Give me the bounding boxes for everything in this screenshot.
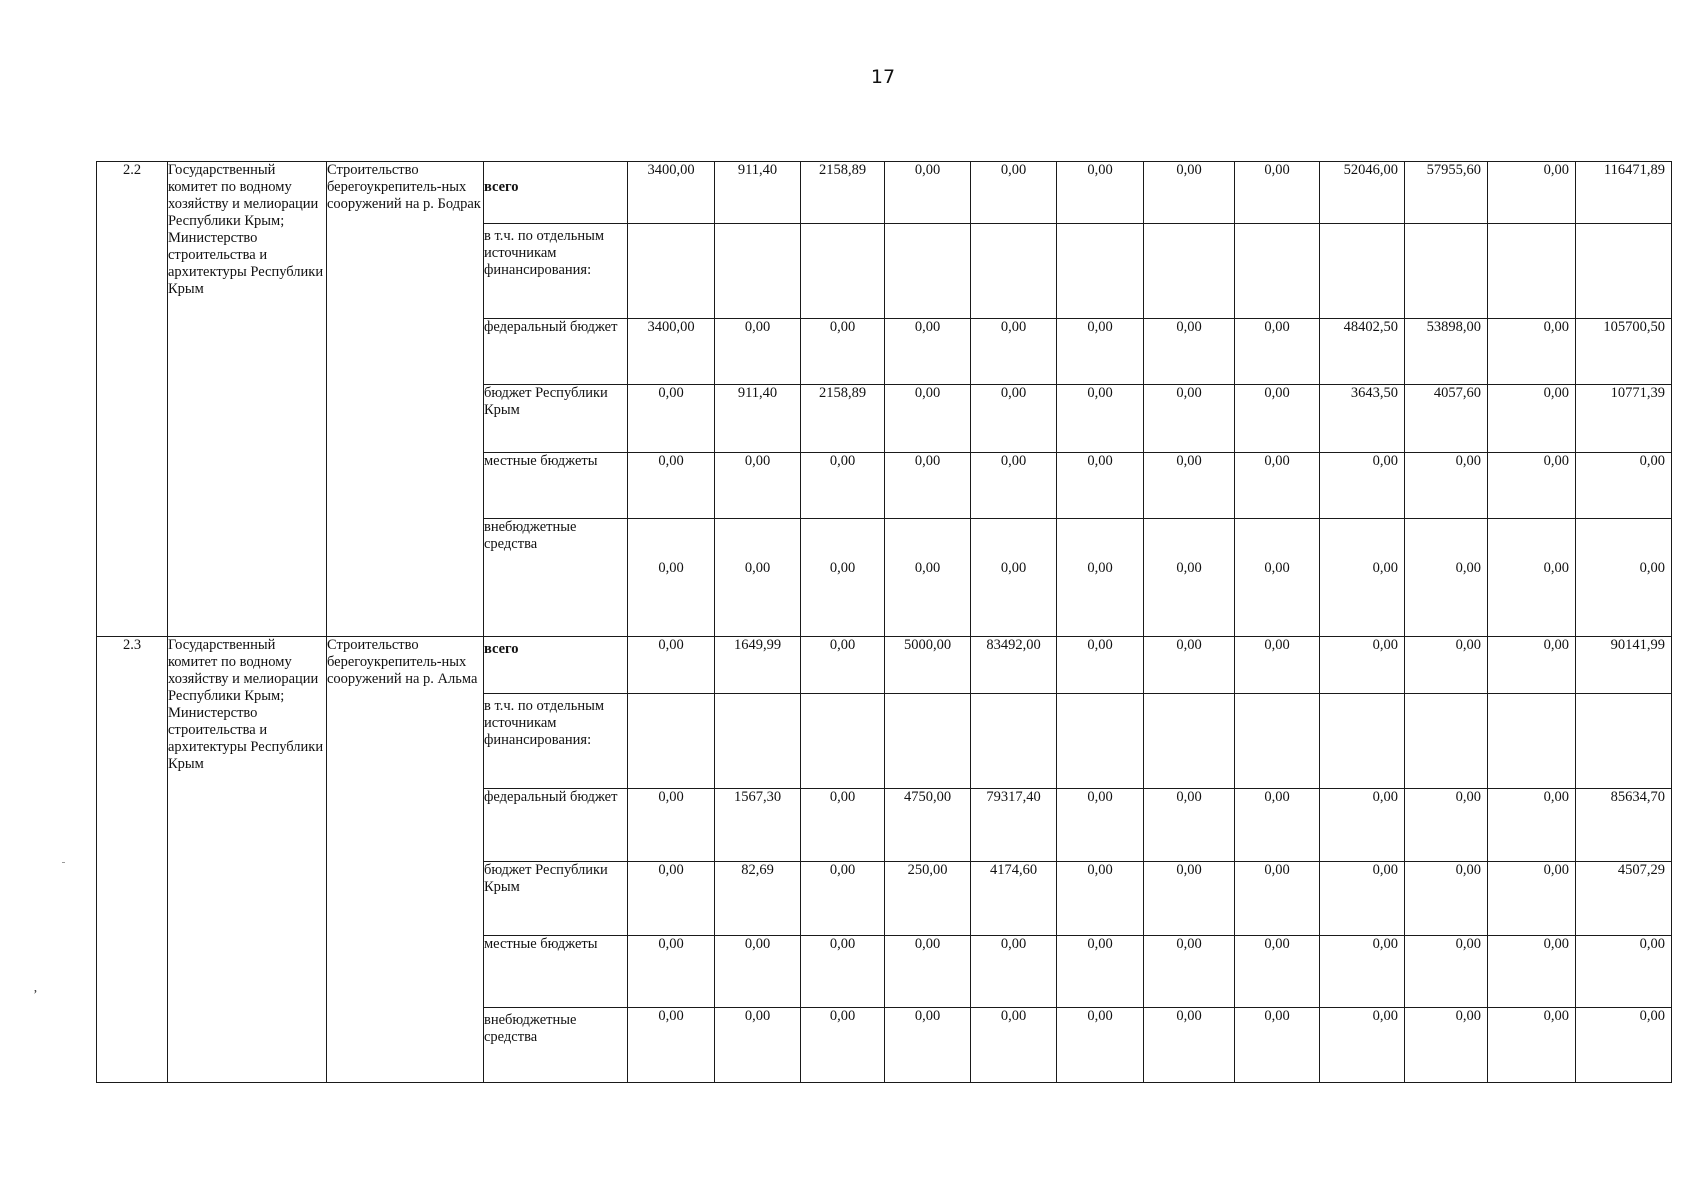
amount-cell: 0,00 [1488, 385, 1576, 453]
funding-source-label: бюджет Республики Крым [484, 862, 628, 936]
amount-cell: 3400,00 [628, 319, 715, 385]
amount-cell [1235, 694, 1320, 789]
funding-source-label: всего [484, 162, 628, 224]
amount-cell: 0,00 [1057, 862, 1144, 936]
amount-cell [1144, 694, 1235, 789]
amount-cell: 3643,50 [1320, 385, 1405, 453]
amount-cell: 0,00 [1405, 936, 1488, 1008]
amount-cell: 911,40 [715, 162, 801, 224]
amount-cell [1057, 224, 1144, 319]
amount-cell: 0,00 [971, 453, 1057, 519]
amount-cell [1488, 694, 1576, 789]
amount-cell: 3400,00 [628, 162, 715, 224]
amount-cell: 0,00 [971, 162, 1057, 224]
amount-cell: 105700,50 [1576, 319, 1672, 385]
project-name: Строительство берегоукрепитель-ных сооружений на р. Альма [327, 637, 484, 1083]
amount-cell: 0,00 [801, 637, 885, 694]
scan-artifact: ’ [33, 988, 38, 1003]
amount-cell: 4174,60 [971, 862, 1057, 936]
amount-cell: 0,00 [1144, 1008, 1235, 1083]
amount-cell [885, 694, 971, 789]
amount-cell: 0,00 [1488, 162, 1576, 224]
amount-cell [1405, 224, 1488, 319]
amount-cell: 0,00 [1320, 453, 1405, 519]
amount-cell [1488, 224, 1576, 319]
amount-cell: 90141,99 [1576, 637, 1672, 694]
project-name: Строительство берегоукрепитель-ных сооружений на р. Бодрак [327, 162, 484, 637]
amount-cell: 0,00 [1144, 319, 1235, 385]
funding-source-label: в т.ч. по отдельным источникам финансирования: [484, 694, 628, 789]
amount-cell: 0,00 [1235, 519, 1320, 637]
amount-cell: 48402,50 [1320, 319, 1405, 385]
amount-cell: 0,00 [885, 936, 971, 1008]
funding-source-label: федеральный бюджет [484, 319, 628, 385]
amount-cell: 4507,29 [1576, 862, 1672, 936]
funding-source-label: внебюджетные средства [484, 1008, 628, 1083]
amount-cell [1320, 224, 1405, 319]
amount-cell: 0,00 [1576, 453, 1672, 519]
amount-cell: 0,00 [1576, 1008, 1672, 1083]
amount-cell: 0,00 [1405, 519, 1488, 637]
amount-cell: 0,00 [1057, 453, 1144, 519]
amount-cell: 0,00 [715, 519, 801, 637]
amount-cell: 0,00 [1320, 936, 1405, 1008]
amount-cell: 85634,70 [1576, 789, 1672, 862]
amount-cell: 0,00 [1320, 862, 1405, 936]
amount-cell: 0,00 [1576, 519, 1672, 637]
amount-cell: 0,00 [801, 1008, 885, 1083]
amount-cell [628, 694, 715, 789]
row-index: 2.3 [97, 637, 168, 1083]
amount-cell: 0,00 [1488, 637, 1576, 694]
amount-cell: 0,00 [1144, 519, 1235, 637]
amount-cell: 0,00 [628, 453, 715, 519]
amount-cell: 0,00 [1144, 385, 1235, 453]
amount-cell: 0,00 [1405, 637, 1488, 694]
amount-cell: 0,00 [1320, 789, 1405, 862]
amount-cell [885, 224, 971, 319]
funding-source-label: местные бюджеты [484, 936, 628, 1008]
amount-cell: 0,00 [1320, 1008, 1405, 1083]
responsible-organization: Государственный комитет по водному хозяйству и мелиорации Республики Крым; Министерство строительства и архитектуры Республики Крым [168, 637, 327, 1083]
funding-table [96, 161, 1672, 1083]
amount-cell: 0,00 [1144, 162, 1235, 224]
funding-table-body [97, 162, 1672, 1083]
amount-cell: 0,00 [715, 1008, 801, 1083]
amount-cell: 0,00 [1235, 319, 1320, 385]
amount-cell: 53898,00 [1405, 319, 1488, 385]
amount-cell: 0,00 [885, 519, 971, 637]
amount-cell: 4057,60 [1405, 385, 1488, 453]
amount-cell: 0,00 [1488, 319, 1576, 385]
amount-cell: 2158,89 [801, 162, 885, 224]
amount-cell: 0,00 [1235, 789, 1320, 862]
page-number: 17 [870, 66, 896, 88]
amount-cell: 0,00 [628, 637, 715, 694]
amount-cell: 0,00 [801, 519, 885, 637]
amount-cell: 1567,30 [715, 789, 801, 862]
amount-cell: 0,00 [1144, 637, 1235, 694]
amount-cell: 0,00 [1057, 1008, 1144, 1083]
amount-cell: 0,00 [1488, 862, 1576, 936]
amount-cell: 0,00 [1057, 319, 1144, 385]
amount-cell [801, 694, 885, 789]
amount-cell: 0,00 [1576, 936, 1672, 1008]
amount-cell: 250,00 [885, 862, 971, 936]
amount-cell: 0,00 [1235, 936, 1320, 1008]
amount-cell: 57955,60 [1405, 162, 1488, 224]
amount-cell: 0,00 [1405, 453, 1488, 519]
amount-cell: 0,00 [971, 319, 1057, 385]
amount-cell: 83492,00 [971, 637, 1057, 694]
amount-cell: 0,00 [885, 1008, 971, 1083]
amount-cell: 911,40 [715, 385, 801, 453]
amount-cell: 2158,89 [801, 385, 885, 453]
amount-cell [715, 694, 801, 789]
amount-cell: 0,00 [885, 385, 971, 453]
amount-cell: 52046,00 [1320, 162, 1405, 224]
amount-cell: 0,00 [885, 319, 971, 385]
amount-cell [801, 224, 885, 319]
amount-cell: 0,00 [715, 319, 801, 385]
amount-cell: 0,00 [628, 1008, 715, 1083]
amount-cell: 0,00 [1320, 519, 1405, 637]
amount-cell: 0,00 [1057, 519, 1144, 637]
amount-cell: 0,00 [971, 936, 1057, 1008]
amount-cell: 0,00 [1488, 453, 1576, 519]
table-row [97, 637, 1672, 694]
amount-cell [715, 224, 801, 319]
amount-cell: 0,00 [1235, 385, 1320, 453]
amount-cell: 0,00 [1057, 789, 1144, 862]
amount-cell: 5000,00 [885, 637, 971, 694]
amount-cell: 10771,39 [1576, 385, 1672, 453]
amount-cell: 0,00 [1057, 637, 1144, 694]
table-row [97, 162, 1672, 224]
amount-cell: 0,00 [1057, 385, 1144, 453]
amount-cell: 0,00 [1235, 453, 1320, 519]
amount-cell: 0,00 [628, 519, 715, 637]
amount-cell: 0,00 [1235, 637, 1320, 694]
amount-cell: 0,00 [885, 453, 971, 519]
amount-cell: 0,00 [1057, 162, 1144, 224]
amount-cell [1320, 694, 1405, 789]
amount-cell: 0,00 [1057, 936, 1144, 1008]
amount-cell: 0,00 [1488, 936, 1576, 1008]
amount-cell: 0,00 [715, 936, 801, 1008]
funding-source-label: внебюджетные средства [484, 519, 628, 637]
amount-cell: 0,00 [628, 862, 715, 936]
amount-cell [1235, 224, 1320, 319]
amount-cell [971, 224, 1057, 319]
amount-cell: 0,00 [1144, 936, 1235, 1008]
amount-cell: 4750,00 [885, 789, 971, 862]
amount-cell [1057, 694, 1144, 789]
amount-cell: 0,00 [715, 453, 801, 519]
amount-cell: 1649,99 [715, 637, 801, 694]
amount-cell: 0,00 [1405, 789, 1488, 862]
amount-cell: 82,69 [715, 862, 801, 936]
scan-artifact-dot [62, 862, 65, 863]
amount-cell: 0,00 [628, 789, 715, 862]
amount-cell: 0,00 [1488, 1008, 1576, 1083]
amount-cell: 0,00 [1405, 1008, 1488, 1083]
amount-cell: 0,00 [1235, 1008, 1320, 1083]
responsible-organization: Государственный комитет по водному хозяйству и мелиорации Республики Крым; Министерство строительства и архитектуры Республики Крым [168, 162, 327, 637]
amount-cell: 0,00 [1235, 162, 1320, 224]
funding-source-label: в т.ч. по отдельным источникам финансирования: [484, 224, 628, 319]
amount-cell [1576, 224, 1672, 319]
amount-cell: 0,00 [1144, 789, 1235, 862]
funding-source-label: всего [484, 637, 628, 694]
amount-cell: 0,00 [1144, 862, 1235, 936]
amount-cell: 116471,89 [1576, 162, 1672, 224]
amount-cell: 0,00 [801, 453, 885, 519]
amount-cell: 0,00 [801, 319, 885, 385]
row-index: 2.2 [97, 162, 168, 637]
amount-cell [971, 694, 1057, 789]
amount-cell: 0,00 [801, 862, 885, 936]
amount-cell: 0,00 [801, 789, 885, 862]
amount-cell: 0,00 [801, 936, 885, 1008]
amount-cell: 0,00 [628, 936, 715, 1008]
amount-cell: 0,00 [1235, 862, 1320, 936]
amount-cell: 0,00 [971, 519, 1057, 637]
amount-cell: 0,00 [971, 1008, 1057, 1083]
amount-cell: 0,00 [885, 162, 971, 224]
funding-source-label: федеральный бюджет [484, 789, 628, 862]
amount-cell [628, 224, 715, 319]
amount-cell: 0,00 [971, 385, 1057, 453]
funding-source-label: бюджет Республики Крым [484, 385, 628, 453]
amount-cell: 0,00 [1488, 789, 1576, 862]
amount-cell: 0,00 [1144, 453, 1235, 519]
amount-cell: 79317,40 [971, 789, 1057, 862]
funding-source-label: местные бюджеты [484, 453, 628, 519]
amount-cell [1144, 224, 1235, 319]
amount-cell [1405, 694, 1488, 789]
amount-cell [1576, 694, 1672, 789]
amount-cell: 0,00 [1320, 637, 1405, 694]
amount-cell: 0,00 [628, 385, 715, 453]
amount-cell: 0,00 [1488, 519, 1576, 637]
amount-cell: 0,00 [1405, 862, 1488, 936]
